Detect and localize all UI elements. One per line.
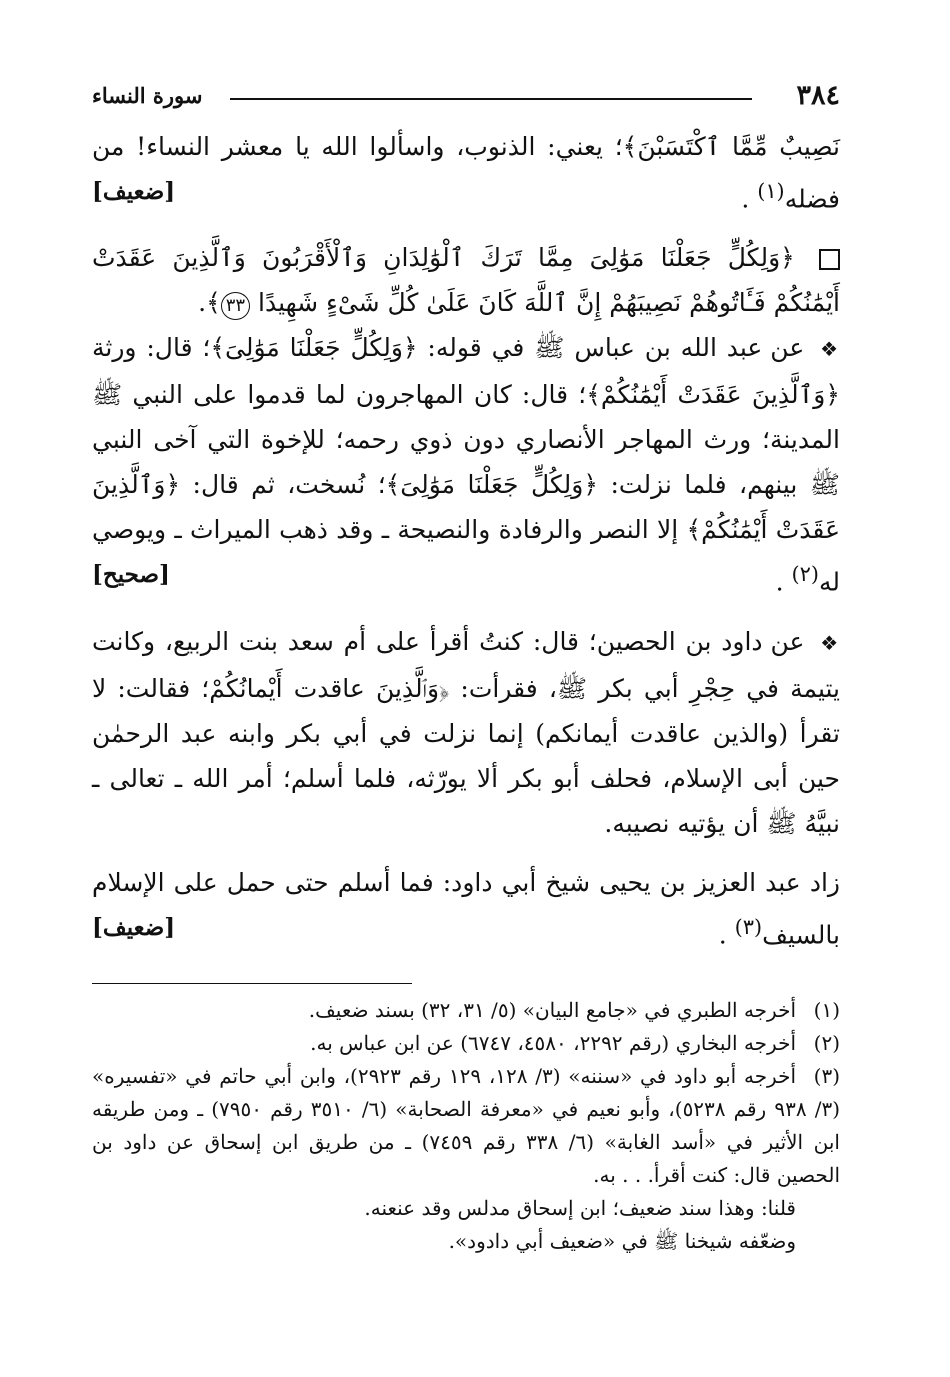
paragraph-1 [92,124,840,221]
grade-label-3: [ضعيف] [92,913,176,941]
ayah-text: ﴿وَلِكُلٍّ جَعَلْنَا مَوَٰلِىَ مِمَّا تَرَكَ ٱلْوَٰلِدَانِ وَٱلْأَقْرَبُونَ وَٱلَّذِينَ عَقَدَتْ أَيْمَٰنُكُمْ فَـَٔاتُوهُمْ نَصِيبَهُمْ إِنَّ ٱللَّهَ كَانَ عَلَىٰ كُلِّ شَىْءٍ شَهِيدًا [92,243,840,318]
ayah-block [92,235,840,325]
footnote-3-note-2: وضعّفه شيخنا ﷺ في «ضعيف أبي دادود». [448,1229,796,1253]
header-rule [230,98,752,100]
diamond-bullet-icon: ❖ [820,630,840,655]
footnote-number: (٢) [813,1031,840,1055]
ayah-number: ٣٣ [221,292,250,320]
paragraph-3-text: عن داود بن الحصين؛ قال: كنتُ أقرأ على أم سعد بنت الربيع، وكانت يتيمة في حِجْرِ أبي بكر ﷺ، فقرأت: ﴿وَٱلَّذِينَ عاقدت أَيْمانُكُمْ؛ فقالت: لا تقرأ (والذين عاقدت أيمانكم) إنما نزلت في أبي بكر وابنه عبد الرحمٰن حين أبى الإسلام، فحلف أبو بكر ألا يورّثه، فلما أسلم؛ أمر الله ـ تعالى ـ نبيَّهُ ﷺ أن يؤتيه نصيبه. [92,626,840,838]
paragraph-2-end: . [775,567,784,597]
square-bullet-icon [819,249,840,270]
paragraph-1-end: . [741,184,750,214]
paragraph-1-text: نَصِيبٌ مِّمَّا ٱكْتَسَبْنَ﴾؛ يعني: الذنوب، واسألوا الله يا معشر النساء! من فضله [92,132,840,214]
footnote-text: أخرجه أبو داود في «سننه» (٣/ ١٢٨، ١٢٩ رقم ٢٩٢٣)، وابن أبي حاتم في «تفسيره» (٣/ ٩٣٨ رقم ٥٢٣٨)، وأبو نعيم في «معرفة الصحابة» (٦/ ٣٥١٠ رقم ٧٩٥٠) ـ ومن طريقه ابن الأثير في «أسد الغابة» (٦/ ٣٣٨ رقم ٧٤٥٩) ـ من طريق ابن إسحاق عن داود بن الحصين قال: كنت أقرأ. . . به. [92,1064,840,1187]
paragraph-4-end: . [718,919,727,949]
footnote-1 [92,994,840,1027]
surah-name: سورة النساء [92,83,203,108]
paragraph-2-text: عن عبد الله بن عباس ﷺ في قوله: ﴿وَلِكُلٍّ جَعَلْنَا مَوَٰلِىَ﴾؛ قال: ورثة ﴿وَٱلَّذِينَ عَقَدَتْ أَيْمَٰنُكُمْ﴾؛ قال: كان المهاجرون لما قدموا على النبي ﷺ المدينة؛ ورث المهاجر الأنصاري دون ذوي رحمه؛ للإخوة التي آخى النبي ﷺ بينهم، فلما نزلت: ﴿وَلِكُلٍّ جَعَلْنَا مَوَٰلِىَ﴾؛ نُسخت، ثم قال: ﴿وَٱلَّذِينَ عَقَدَتْ أَيْمَٰنُكُمْ﴾ إلا النصر والرفادة والنصيحة ـ وقد ذهب الميراث ـ ويوصي له [92,333,840,597]
footnote-number: (١) [813,998,840,1022]
diamond-bullet-icon: ❖ [820,337,840,362]
paragraph-4-text: زاد عبد العزيز بن يحيى شيخ أبي داود: فما أسلم حتى حمل على الإسلام بالسيف [92,867,840,949]
footnote-text: أخرجه البخاري (رقم ٢٢٩٢، ٤٥٨٠، ٦٧٤٧) عن ابن عباس به. [310,1031,796,1055]
page-number: ٣٨٤ [796,80,840,111]
footnote-3-note-1: قلنا: وهذا سند ضعيف؛ ابن إسحاق مدلس وقد عنعنه. [364,1196,796,1220]
grade-label-1: [ضعيف] [92,178,176,205]
footnote-text: أخرجه الطبري في «جامع البيان» (٥/ ٣١، ٣٢) بسند ضعيف. [308,998,796,1022]
paragraph-3 [92,619,840,846]
footnote-ref-2: (٢) [791,562,819,587]
footnote-rule [92,983,412,984]
footnote-ref-3: (٣) [734,914,763,939]
footnote-3 [92,1060,840,1192]
footnotes [92,994,840,1258]
ayah-close: ﴾. [198,288,221,318]
footnote-2 [92,1027,840,1060]
grade-label-2: [صحيح] [92,561,170,589]
footnote-ref-1: (١) [757,179,785,203]
footnote-number: (٣) [813,1064,841,1088]
page-header [92,80,840,124]
paragraph-4 [92,860,840,957]
paragraph-2 [92,325,840,604]
page [92,80,840,957]
